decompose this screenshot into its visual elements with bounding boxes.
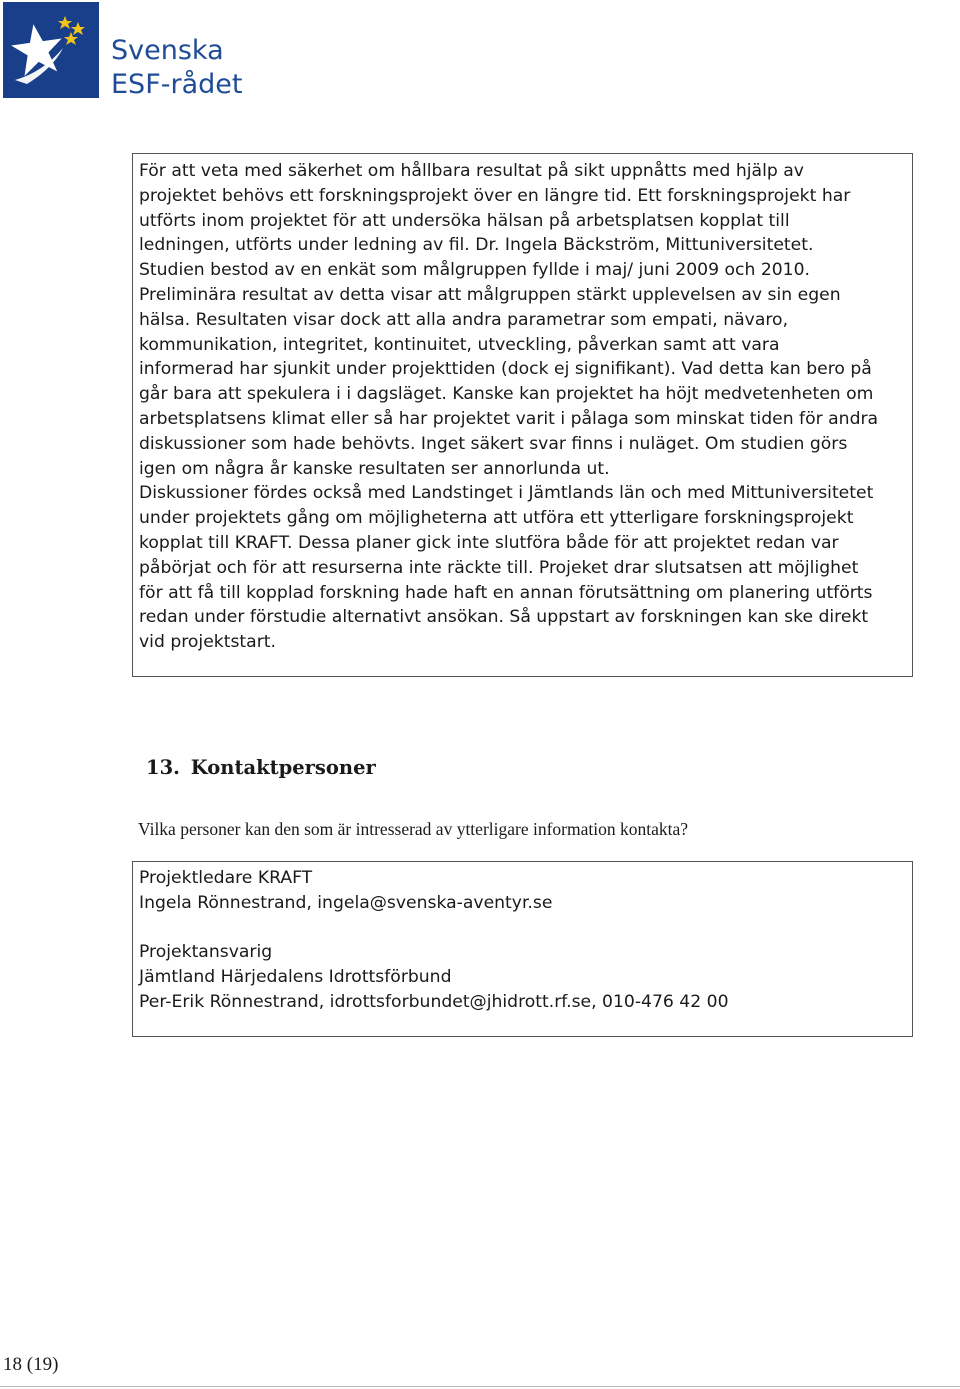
contact-line: Per-Erik Rönnestrand, idrottsforbundet@jhidrott.rf.se, 010-476 42 00 (139, 991, 729, 1012)
text-line: för att få till kopplad forskning hade haft en annan förutsättning om planering utförts (139, 582, 873, 603)
contact-line: Ingela Rönnestrand, ingela@svenska-aventyr.se (139, 892, 553, 913)
text-line: Studien bestod av en enkät som målgruppen fyllde i maj/ juni 2009 och 2010. (139, 260, 811, 281)
text-line: För att veta med säkerhet om hållbara resultat på sikt uppnåtts med hjälp av (139, 161, 804, 181)
text-line: redan under förstudie alternativt ansökan. Så uppstart av forskningen kan ske direkt (139, 607, 869, 628)
text-line: kommunikation, integritet, kontinuitet, utveckling, påverkan samt att vara (139, 334, 780, 355)
text-line: under projektets gång om möjligheterna att utföra ett ytterligare forskningsprojekt (139, 508, 854, 529)
page-number: 18 (19) (3, 1354, 59, 1375)
text-line: Preliminära resultat av detta visar att målgruppen stärkt upplevelsen av sin egen (139, 284, 841, 305)
text-line: utförts inom projektet för att undersöka hälsan på arbetsplatsen kopplat till (139, 210, 790, 231)
contact-line (139, 916, 908, 941)
contact-line: Projektansvarig (139, 942, 273, 963)
section-question: Vilka personer kan den som är intresserad av ytterligare information kontakta? (138, 819, 689, 839)
logo-line-1: Svenska (111, 35, 224, 66)
text-line: projektet behövs ett forskningsprojekt över en längre tid. Ett forskningsprojekt har (139, 185, 851, 206)
text-line: ledningen, utförts under ledning av fil. Dr. Ingela Bäckström, Mittuniversitetet. (139, 235, 814, 256)
text-line: Diskussioner fördes också med Landstinget i Jämtlands län och med Mittuniversitetet (139, 483, 874, 504)
text-line: vid projektstart. (139, 632, 276, 653)
section-number: 13. (146, 756, 180, 779)
text-line: igen om några år kanske resultaten ser annorlunda ut. (139, 458, 610, 479)
research-text (139, 159, 908, 655)
esf-logo (3, 2, 243, 100)
text-line: diskussioner som hade behövts. Inget säkert svar finns i nuläget. Om studien görs (139, 433, 848, 454)
footer-divider (0, 1386, 960, 1387)
text-line: arbetsplatsens klimat eller så har projektet varit i pålaga som minskat tiden för andra (139, 408, 879, 429)
text-line: går bara att spekulera i i dagsläget. Kanske kan projektet ha höjt medvetenheten om (139, 384, 874, 405)
logo-wordmark (111, 34, 242, 102)
contacts-text (139, 866, 908, 1015)
section-heading (146, 756, 376, 779)
text-line: kopplat till KRAFT. Dessa planer gick inte slutföra både för att projektet redan var (139, 532, 839, 553)
star-logo-icon (3, 2, 99, 98)
contacts-box (132, 861, 913, 1037)
text-line: påbörjat och för att resurserna inte räckte till. Projeket drar slutsatsen att möjlighet (139, 557, 859, 578)
logo-square (3, 2, 99, 98)
section-title: Kontaktpersoner (190, 756, 376, 779)
contact-line: Jämtland Härjedalens Idrottsförbund (139, 967, 452, 988)
contact-line: Projektledare KRAFT (139, 868, 313, 888)
text-line: informerad har sjunkit under projekttiden (dock ej signifikant). Vad detta kan bero på (139, 359, 872, 380)
research-text-box (132, 153, 913, 677)
logo-line-2: ESF-rådet (111, 69, 243, 100)
text-line: hälsa. Resultaten visar dock att alla andra parametrar som empati, nävaro, (139, 309, 789, 330)
